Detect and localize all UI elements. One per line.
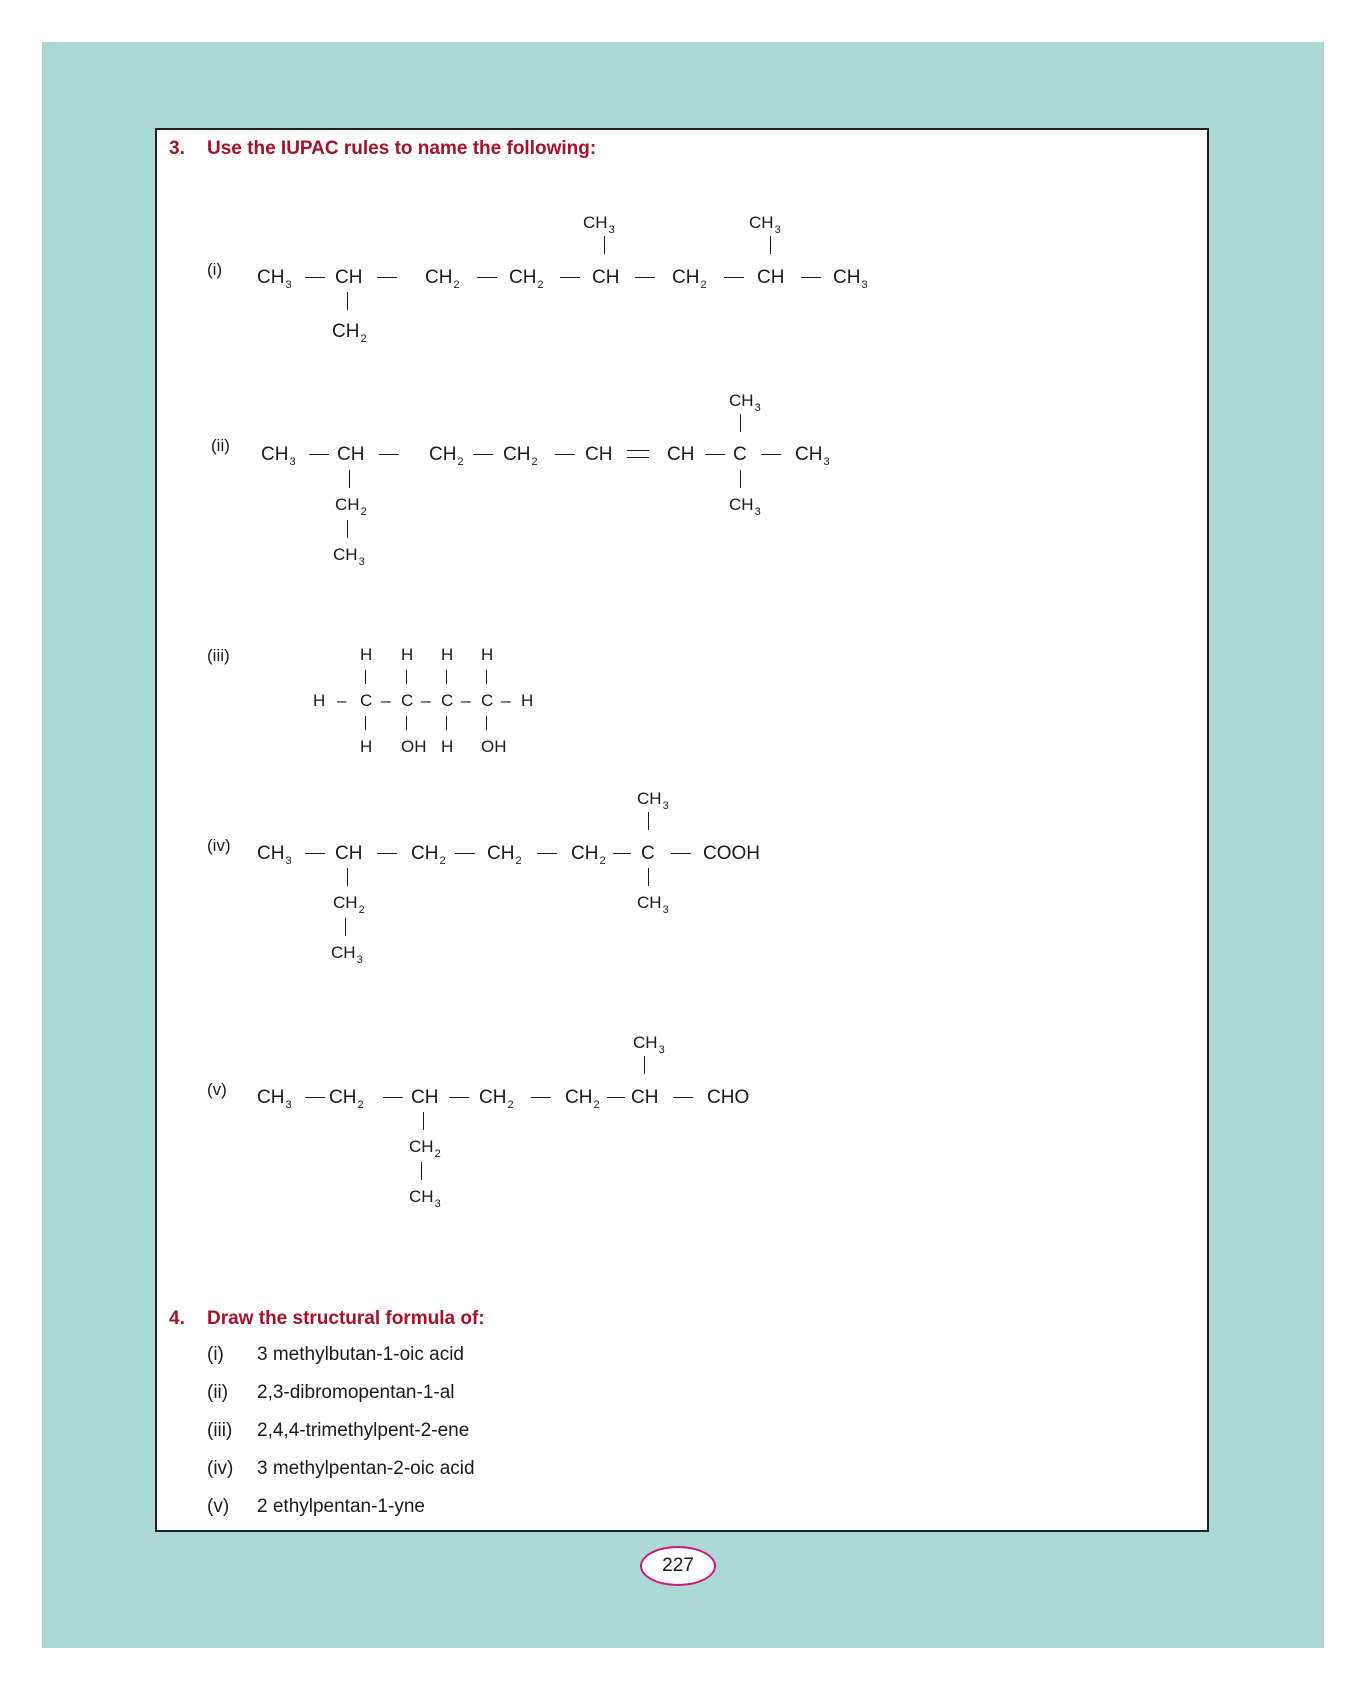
group-ch2: $CH_2$ (479, 1087, 514, 1111)
bond (347, 292, 348, 310)
bond-dash: – (337, 691, 347, 710)
bond (613, 853, 631, 854)
item-text: 2,4,4-trimethylpent-2-ene (257, 1420, 470, 1441)
bond (673, 1097, 693, 1098)
group-ch3: $CH_3$ (333, 545, 365, 568)
bond (531, 1097, 551, 1098)
bond (635, 277, 655, 278)
bond-dash: – (501, 691, 511, 710)
group-ch: CH (335, 267, 363, 288)
bond (648, 812, 649, 830)
item-label: (ii) (207, 1382, 229, 1403)
group-ch3: $CH_3$ (637, 789, 669, 812)
group-ch3: $CH_3$ (257, 1087, 292, 1111)
atom-c: C (360, 691, 373, 710)
group-ch3: $CH_3$ (409, 1187, 441, 1210)
group-ch3: $CH_3$ (257, 843, 292, 867)
page-number: 227 (640, 1546, 716, 1586)
question-4-title: Draw the structural formula of: (207, 1308, 485, 1329)
question-4-number: 4. (169, 1308, 185, 1329)
bond (305, 853, 325, 854)
bond (740, 470, 741, 488)
bond (486, 716, 487, 730)
bond (648, 868, 649, 886)
group-ch2: $CH_2$ (425, 267, 460, 291)
group-ch2: $CH_2$ (487, 843, 522, 867)
bond (740, 414, 741, 432)
bond (383, 1097, 403, 1098)
bond (477, 277, 497, 278)
atom-h: H (441, 645, 454, 664)
double-bond (627, 457, 649, 458)
group-ch2: $CH_2$ (571, 843, 606, 867)
item-label: (iv) (207, 1458, 234, 1479)
question-3-number: 3. (169, 138, 185, 159)
group-ch: CH (757, 267, 785, 288)
bond (446, 716, 447, 730)
bond (770, 236, 771, 254)
bond (604, 236, 605, 254)
bond (555, 454, 575, 455)
group-ch: CH (585, 444, 613, 465)
bond (644, 1056, 645, 1074)
bond-dash: – (461, 691, 471, 710)
group-ch2: $CH_2$ (333, 893, 365, 916)
group-cooh: COOH (703, 843, 760, 864)
item-text: 2 ethylpentan-1-yne (257, 1496, 425, 1517)
item-text: 3 methylpentan-2-oic acid (257, 1458, 475, 1479)
bond (446, 670, 447, 684)
group-oh: OH (401, 737, 427, 756)
bond (421, 1162, 422, 1180)
group-ch2: $CH_2$ (565, 1087, 600, 1111)
group-ch2: $CH_2$ (672, 267, 707, 291)
group-ch3: $CH_3$ (261, 444, 296, 468)
bond (379, 454, 399, 455)
bond (365, 670, 366, 684)
bond (537, 853, 557, 854)
bond (607, 1097, 625, 1098)
group-ch3: $CH_3$ (331, 943, 363, 966)
item-label: (i) (207, 1344, 224, 1365)
group-ch3: $CH_3$ (749, 213, 781, 236)
group-ch2: $CH_2$ (411, 843, 446, 867)
group-ch3: $CH_3$ (833, 267, 868, 291)
group-ch: CH (592, 267, 620, 288)
atom-h: H (441, 737, 454, 756)
bond (377, 277, 397, 278)
group-ch2: $CH_2$ (335, 495, 367, 518)
item-label: (ii) (211, 436, 230, 455)
bond (423, 1112, 424, 1130)
group-ch3: $CH_3$ (633, 1033, 665, 1056)
group-c: C (733, 444, 747, 465)
exercise-panel (155, 128, 1209, 1532)
atom-h: H (521, 691, 534, 710)
bond (309, 454, 329, 455)
atom-c: C (401, 691, 414, 710)
bond (347, 868, 348, 886)
bond (801, 277, 821, 278)
atom-c: C (481, 691, 494, 710)
item-label: (v) (207, 1496, 230, 1517)
group-ch: CH (335, 843, 363, 864)
group-ch3: $CH_3$ (795, 444, 830, 468)
atom-h: H (360, 645, 373, 664)
bond (377, 853, 397, 854)
group-ch3: $CH_3$ (257, 267, 292, 291)
group-ch3: $CH_3$ (583, 213, 615, 236)
group-ch2: $CH_2$ (409, 1137, 441, 1160)
bond-dash: – (421, 691, 431, 710)
bond (560, 277, 580, 278)
bond (724, 277, 744, 278)
group-ch2: $CH_2$ (503, 444, 538, 468)
double-bond (627, 450, 649, 451)
group-ch3: $CH_3$ (729, 495, 761, 518)
group-ch3: $CH_3$ (729, 391, 761, 414)
group-ch3: $CH_3$ (637, 893, 669, 916)
group-ch: CH (667, 444, 695, 465)
bond (345, 918, 346, 936)
group-ch: CH (631, 1087, 659, 1108)
group-c: C (641, 843, 655, 864)
item-label: (iii) (207, 1420, 233, 1441)
bond (671, 853, 691, 854)
group-ch2: $CH_2$ (429, 444, 464, 468)
atom-c: C (441, 691, 454, 710)
bond-dash: – (381, 691, 391, 710)
item-label: (iii) (207, 646, 230, 665)
atom-h: H (313, 691, 326, 710)
bond (473, 454, 493, 455)
bond (406, 716, 407, 730)
item-label: (iv) (207, 836, 231, 855)
item-text: 3 methylbutan-1-oic acid (257, 1344, 464, 1365)
bond (305, 277, 325, 278)
bond (455, 853, 475, 854)
bond (449, 1097, 469, 1098)
bond (761, 454, 781, 455)
bond (305, 1097, 325, 1098)
bond (347, 520, 348, 538)
bond (705, 454, 725, 455)
atom-h: H (481, 645, 494, 664)
bond (406, 670, 407, 684)
atom-h: H (401, 645, 414, 664)
group-ch: CH (411, 1087, 439, 1108)
group-ch2: $CH_2$ (329, 1087, 364, 1111)
question-3-title: Use the IUPAC rules to name the following: (207, 138, 597, 159)
group-ch2: $CH_2$ (509, 267, 544, 291)
atom-h: H (360, 737, 373, 756)
group-cho: CHO (707, 1087, 750, 1108)
bond (349, 470, 350, 488)
bond (486, 670, 487, 684)
bond (365, 716, 366, 730)
item-label: (i) (207, 260, 223, 279)
group-ch: CH (337, 444, 365, 465)
item-text: 2,3-dibromopentan-1-al (257, 1382, 455, 1403)
item-label: (v) (207, 1080, 227, 1099)
group-oh: OH (481, 737, 507, 756)
group-ch2: $CH_2$ (332, 321, 367, 345)
